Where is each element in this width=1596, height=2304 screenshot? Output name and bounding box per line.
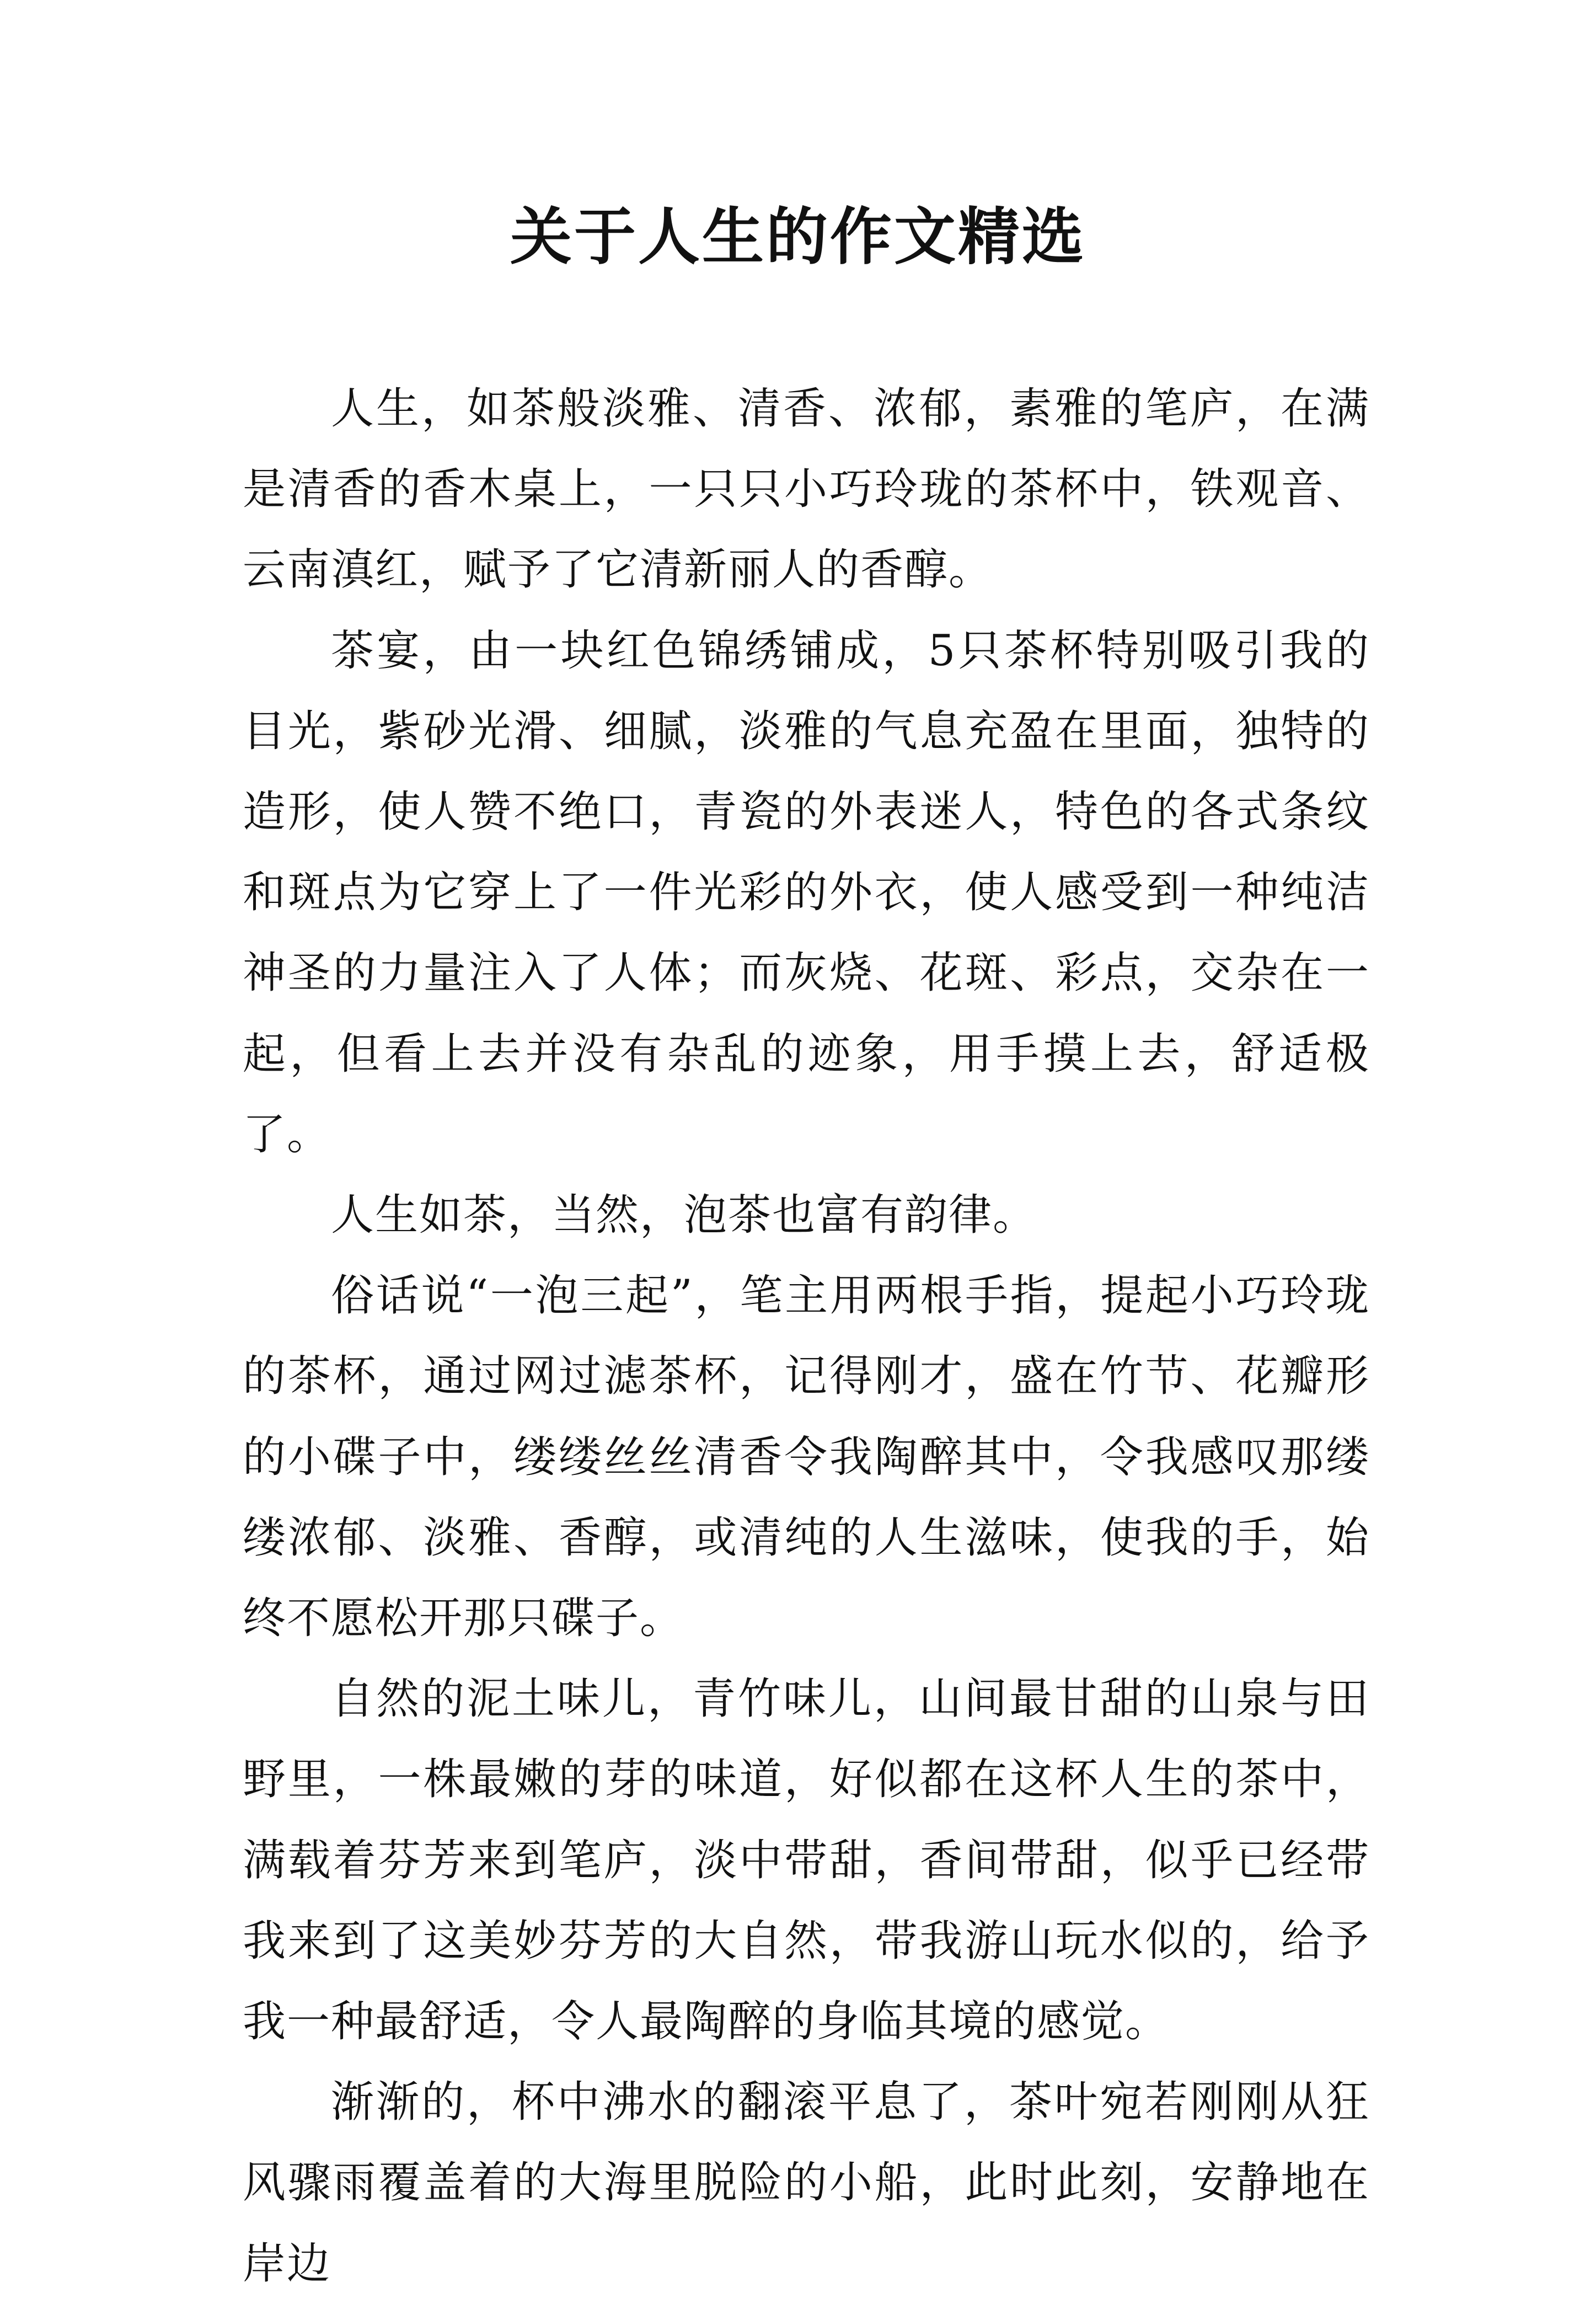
paragraph: 渐渐的，杯中沸水的翻滚平息了，茶叶宛若刚刚从狂风骤雨覆盖着的大海里脱险的小船，此时此刻，安静地在岸边 [243,2077,1370,2289]
paragraph: 自然的泥土味儿，青竹味儿，山间最甘甜的山泉与田野里，一株最嫩的芽的味道，好似都在这杯人生的茶中，满载着芬芳来到笔庐，淡中带甜，香间带甜，似乎已经带我来到了这美妙芬芳的大自然，带我游山玩水似的，给予我一种最舒适，令人最陶醉的身临其境的感觉。 [243,1674,1370,2047]
document-title: 关于人生的作文精选 [510,201,1086,273]
paragraph: 人生，如茶般淡雅、清香、浓郁，素雅的笔庐，在满是清香的香木桌上，一只只小巧玲珑的茶杯中，铁观音、云南滇红，赋予了它清新丽人的香醇。 [243,384,1370,595]
paragraph: 茶宴，由一块红色锦绣铺成，5只茶杯特别吸引我的目光，紫砂光滑、细腻，淡雅的气息充盈在里面，独特的造形，使人赞不绝口，青瓷的外表迷人，特色的各式条纹和斑点为它穿上了一件光彩的外衣，使人感受到一种纯洁神圣的力量注入了人体；而灰烧、花斑、彩点，交杂在一起，但看上去并没有杂乱的迹象，用手摸上去，舒适极了。 [243,626,1370,1159]
document-body [243,368,1370,2304]
paragraph: 人生如茶，当然，泡茶也富有韵律。 [331,1190,1037,1241]
paragraph: 俗话说“一泡三起”，笔主用两根手指，提起小巧玲珑的茶杯，通过网过滤茶杯，记得刚才，盛在竹节、花瓣形的小碟子中，缕缕丝丝清香令我陶醉其中，令我感叹那缕缕浓郁、淡雅、香醇，或清纯的人生滋味，使我的手，始终不愿松开那只碟子。 [243,1271,1370,1644]
